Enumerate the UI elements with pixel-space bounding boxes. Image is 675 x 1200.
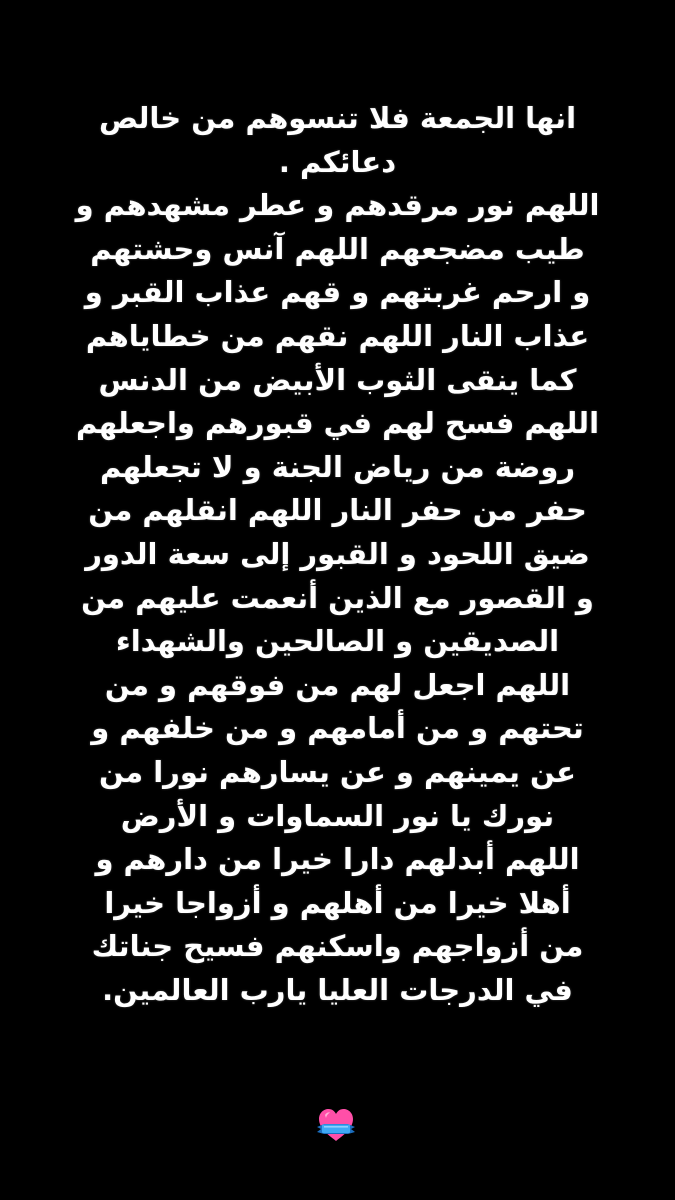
text-line: عذاب النار اللهم نقهم من خطاياهم [85, 318, 590, 353]
text-line: روضة من رياض الجنة و لا تجعلهم [99, 449, 576, 484]
text-line: نورك يا نور السماوات و الأرض [120, 798, 555, 833]
text-line: تحتهم و من أمامهم و من خلفهم و [91, 711, 584, 746]
text-line: طيب مضجعهم اللهم آنس وحشتهم [90, 231, 585, 266]
heart-with-ribbon-icon [316, 1107, 356, 1143]
text-line: عن يمينهم و عن يسارهم نورا من [99, 754, 576, 789]
text-line: ضيق اللحود و القبور إلى سعة الدور [85, 536, 590, 571]
text-line: الصديقين و الصالحين والشهداء [115, 624, 560, 659]
text-line: كما ينقى الثوب الأبيض من الدنس [98, 362, 577, 397]
text-line: دعائكم . [278, 144, 397, 179]
text-line: و القصور مع الذين أنعمت عليهم من [81, 580, 594, 615]
text-line: اللهم اجعل لهم من فوقهم و من [104, 667, 571, 702]
text-line: و ارحم غربتهم و قهم عذاب القبر و [84, 275, 591, 310]
dua-text [30, 97, 645, 1012]
text-line: أهلا خيرا من أهلهم و أزواجا خيرا [104, 885, 571, 920]
text-line: اللهم نور مرقدهم و عطر مشهدهم و [75, 188, 600, 223]
text-line: من أزواجهم واسكنهم فسيح جناتك [91, 929, 584, 964]
text-line: اللهم أبدلهم دارا خيرا من دارهم و [95, 842, 580, 877]
text-line: اللهم فسح لهم في قبورهم واجعلهم [75, 406, 600, 441]
text-line: انها الجمعة فلا تنسوهم من خالص [98, 101, 577, 135]
text-line: حفر من حفر النار اللهم انقلهم من [88, 493, 587, 528]
text-line: في الدرجات العليا يارب العالمين. [102, 972, 573, 1007]
